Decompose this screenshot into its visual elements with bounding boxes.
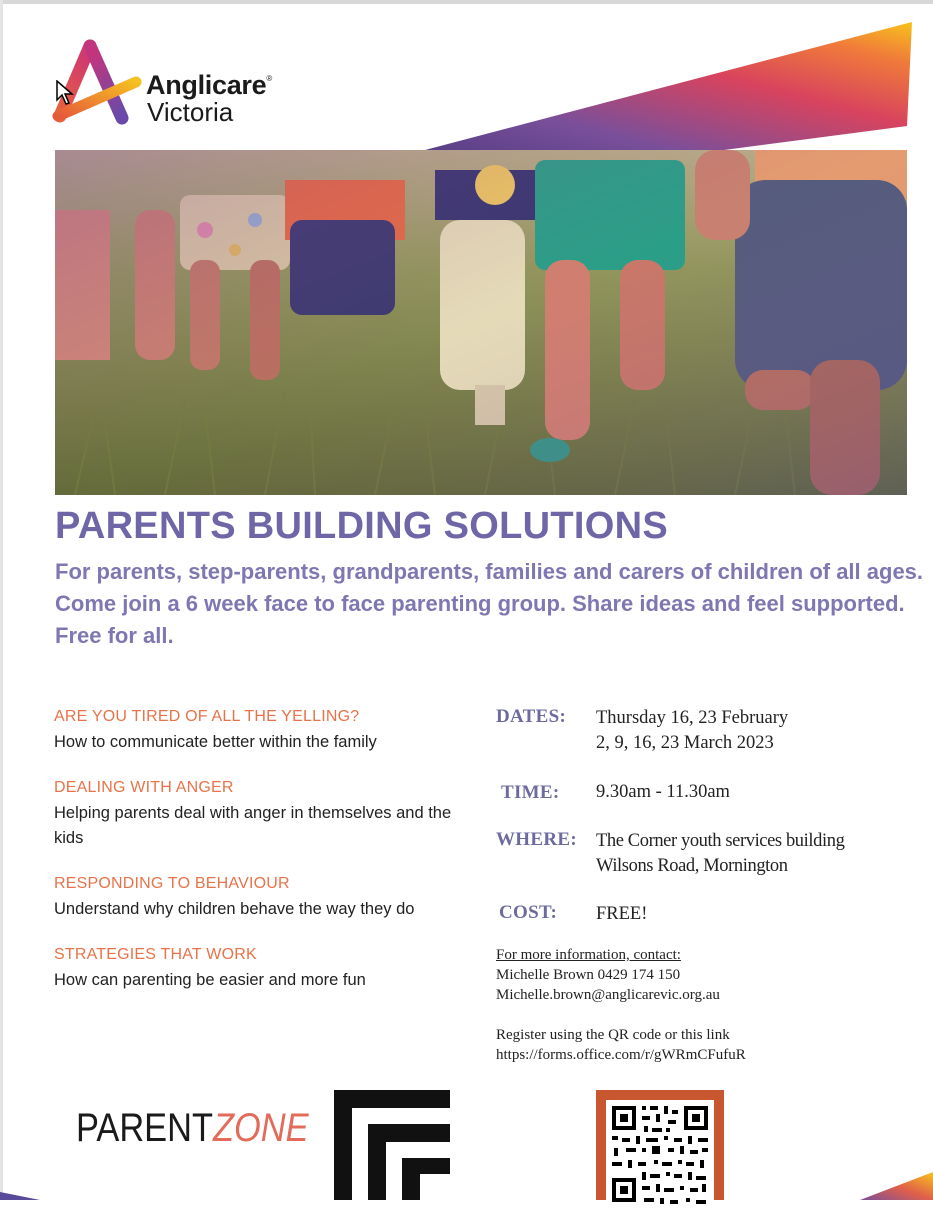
qr-code[interactable] bbox=[606, 1100, 714, 1210]
topic-description: Helping parents deal with anger in themselves and the kids bbox=[54, 804, 452, 847]
contact-name-phone: Michelle Brown 0429 174 150 bbox=[496, 967, 681, 983]
contact-heading: For more information, contact: bbox=[496, 947, 681, 963]
hero-photo-children-running bbox=[55, 150, 907, 495]
logo-wordmark-anglicare: Anglicare® bbox=[146, 70, 272, 100]
square-mark-logo bbox=[334, 1090, 450, 1200]
topics-list bbox=[54, 706, 484, 1015]
qr-code-frame bbox=[596, 1090, 724, 1200]
contact-email[interactable]: Michelle.brown@anglicarevic.org.au bbox=[496, 987, 720, 1003]
where-line-2: Wilsons Road, Mornington bbox=[596, 856, 788, 876]
page-title: PARENTS BUILDING SOLUTIONS bbox=[55, 505, 668, 547]
register-link[interactable]: https://forms.office.com/r/gWRmCFufuR bbox=[496, 1047, 746, 1063]
register-info bbox=[496, 1025, 746, 1065]
topic-item bbox=[54, 777, 484, 851]
anglicare-victoria-logo bbox=[52, 38, 312, 128]
time-label: TIME: bbox=[501, 782, 560, 803]
parentzone-logo bbox=[76, 1106, 309, 1151]
topic-item bbox=[54, 706, 484, 755]
intro-text: For parents, step-parents, grandparents, families and carers of children of all ages. Come join a 6 week face to face parenting group. Share ideas and feel supported. Free for all. bbox=[55, 559, 924, 648]
topic-item bbox=[54, 944, 484, 993]
topic-title: RESPONDING TO BEHAVIOUR bbox=[54, 875, 290, 892]
dates-value bbox=[596, 706, 926, 756]
cost-label: COST: bbox=[499, 902, 558, 923]
topic-title: ARE YOU TIRED OF ALL THE YELLING? bbox=[54, 708, 360, 725]
topic-item bbox=[54, 873, 484, 922]
where-line-1: The Corner youth services building bbox=[596, 831, 845, 851]
dates-label: DATES: bbox=[496, 706, 567, 727]
parentzone-logo-part-1: PARENT bbox=[76, 1106, 213, 1150]
dates-line-1: Thursday 16, 23 February bbox=[596, 708, 789, 728]
topic-title: STRATEGIES THAT WORK bbox=[54, 946, 257, 963]
time-value: 9.30am - 11.30am bbox=[596, 782, 730, 802]
parentzone-logo-part-2: ZONE bbox=[212, 1106, 309, 1150]
topic-description: Understand why children behave the way they do bbox=[54, 900, 415, 918]
topic-title: DEALING WITH ANGER bbox=[54, 779, 234, 796]
topic-description: How to communicate better within the family bbox=[54, 733, 377, 751]
where-value bbox=[596, 829, 926, 879]
logo-wordmark-victoria: Victoria bbox=[147, 97, 234, 127]
dates-line-2: 2, 9, 16, 23 March 2023 bbox=[596, 733, 774, 753]
qr-code-icon bbox=[606, 1100, 714, 1210]
register-text: Register using the QR code or this link bbox=[496, 1027, 730, 1043]
cost-value: FREE! bbox=[596, 904, 648, 924]
where-label: WHERE: bbox=[496, 829, 577, 850]
topic-description: How can parenting be easier and more fun bbox=[54, 971, 366, 989]
contact-info bbox=[496, 945, 720, 1005]
mouse-cursor-icon bbox=[56, 80, 76, 106]
